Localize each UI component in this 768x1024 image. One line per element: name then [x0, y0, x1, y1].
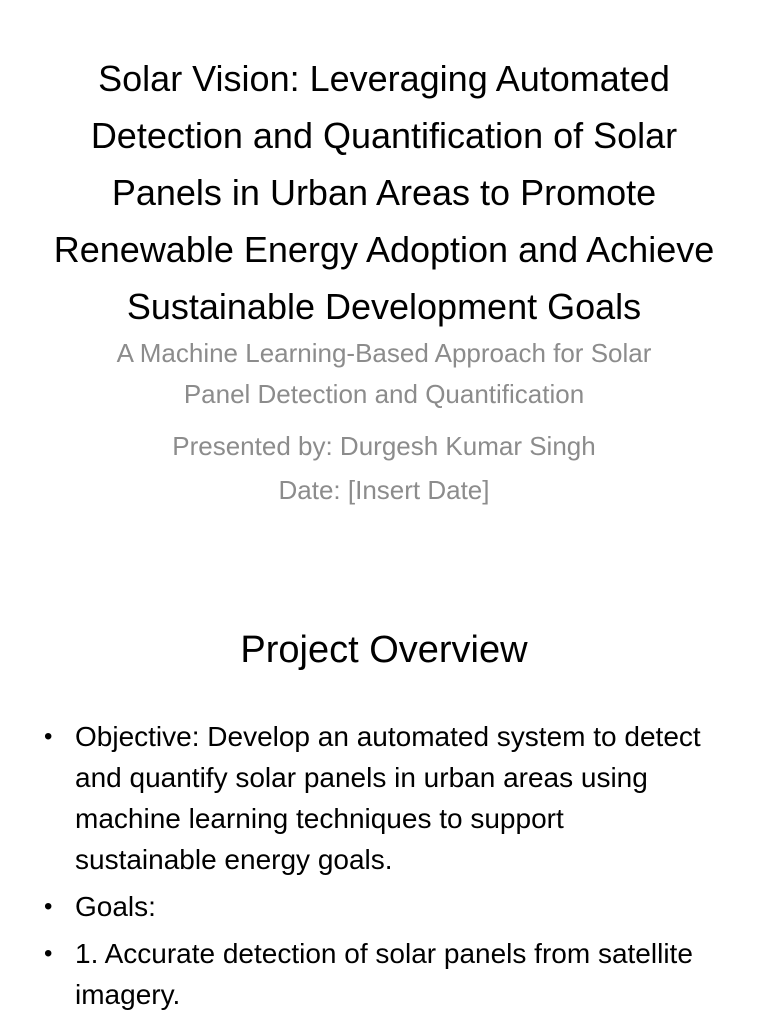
bullet-icon: • — [44, 940, 53, 967]
bullet-item — [44, 886, 704, 927]
presenter-text: Presented by: Durgesh Kumar Singh — [172, 431, 596, 461]
bullet-item — [44, 933, 704, 1015]
bullet-text: Goals: — [75, 891, 156, 922]
bullet-text: 1. Accurate detection of solar panels from satellite imagery. — [75, 938, 693, 1010]
bullet-item — [44, 716, 704, 880]
bullet-text: Objective: Develop an automated system to detect and quantify solar panels in urban areas using machine learning techniques to support sustainable energy goals. — [75, 721, 701, 875]
slide-title: Solar Vision: Leveraging Automated Detection and Quantification of Solar Panels in Urban Areas to Promote Renewable Energy Adoption and Achieve Sustainable Development Goals — [53, 58, 715, 327]
overview-bullet-list — [44, 716, 704, 1021]
slide-subtitle-block — [100, 333, 668, 511]
date-text: Date: [Insert Date] — [278, 475, 490, 505]
subtitle-text: A Machine Learning-Based Approach for Solar Panel Detection and Quantification — [116, 338, 652, 409]
overview-title: Project Overview — [240, 629, 528, 671]
bullet-icon: • — [44, 893, 53, 920]
bullet-icon: • — [44, 723, 53, 750]
